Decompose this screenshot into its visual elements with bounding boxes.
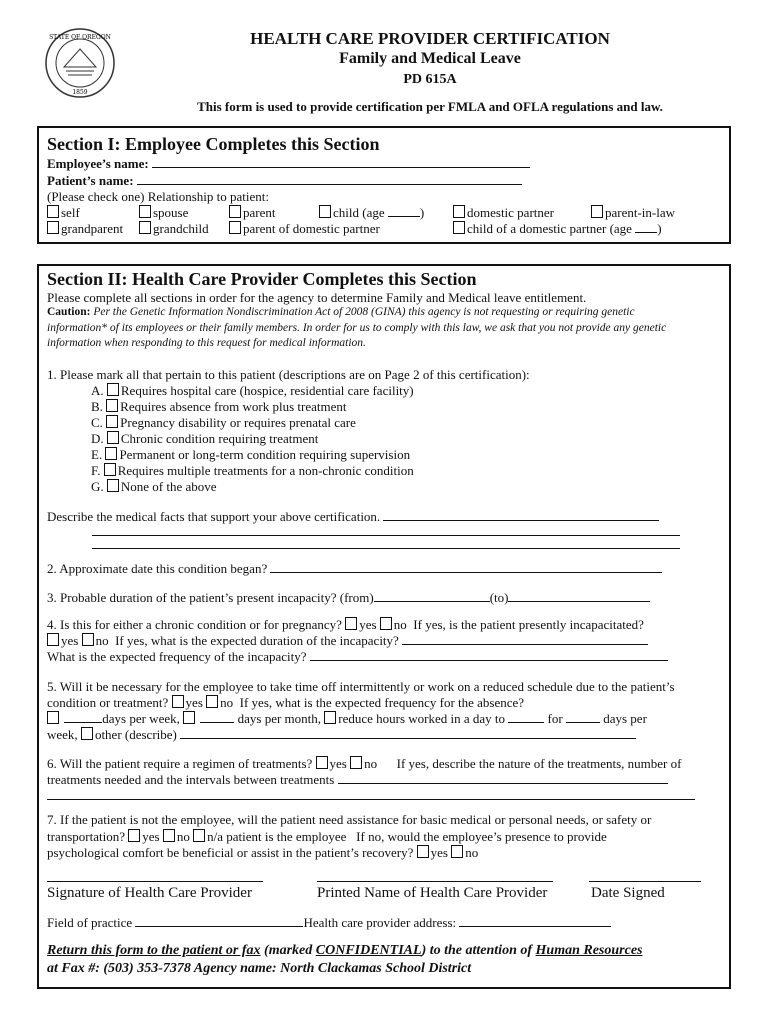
q5-yes-checkbox[interactable] [172,695,184,708]
incapacity-frequency-field[interactable] [310,650,668,661]
duration-to-field[interactable] [508,591,650,602]
q7-no-checkbox[interactable] [163,829,175,842]
form-number: PD 615A [403,72,457,87]
q1-letter-c: C. [91,415,103,430]
child-of-dp-checkbox[interactable] [453,221,465,234]
printed-name-caption: Printed Name of Health Care Provider [317,885,548,901]
child-of-dp-label: child of a domestic partner (age [467,221,632,236]
q1-d-label: Chronic condition requiring treatment [120,431,319,446]
return-instructions: Return this form to the patient or fax (marked CONFIDENTIAL) to the attention of Human Resources [47,943,643,958]
q4-yes-label: yes [359,617,377,632]
q5-other-field[interactable] [180,728,636,739]
question-7-transportation: transportation? [47,829,125,844]
employee-name-label: Employee’s name: [47,156,149,171]
child-of-dp-age-close: ) [657,221,662,236]
provider-address-field[interactable] [459,916,611,927]
svg-text:1859: 1859 [72,89,88,96]
condition-date-field[interactable] [270,562,662,573]
q1-e-label: Permanent or long-term condition requiring supervision [119,447,411,462]
q1-c-checkbox[interactable] [106,415,118,428]
q6-yes-checkbox[interactable] [316,756,328,769]
q1-f-label: Requires multiple treatments for a non-chronic condition [117,463,414,478]
parent-label: parent [243,205,276,220]
q5-days-week-checkbox[interactable] [47,711,59,724]
q1-letter-e: E. [91,447,103,462]
question-5-condition: condition or treatment? [47,695,169,710]
field-of-practice-field[interactable] [135,916,303,927]
q5-reduce-hours-field[interactable] [508,712,544,723]
parent-of-dp-checkbox[interactable] [229,221,241,234]
patient-name-field[interactable] [137,174,522,185]
q4-incap-yes-label: yes [61,633,79,648]
q5-reduce-checkbox[interactable] [324,711,336,724]
grandchild-label: grandchild [153,221,209,236]
relationship-prompt: (Please check one) Relationship to patient: [47,189,270,204]
question-4-duration: If yes, what is the expected duration of the incapacity? [115,633,399,648]
question-6: 6. Will the patient require a regimen of treatments? [47,756,313,771]
question-6-nature: If yes, describe the nature of the treatments, number of [396,756,682,771]
q1-e-checkbox[interactable] [105,447,117,460]
child-age-field[interactable] [388,206,420,217]
fax-agency-line: at Fax #: (503) 353-7378 Agency name: North Clackamas School District [47,961,472,976]
q5-days-month-field[interactable] [200,712,234,723]
form-subtitle: Family and Medical Leave [339,50,521,67]
caution-label: Caution: [47,306,91,318]
q5-days-per-label: days per [603,711,647,726]
q1-a-checkbox[interactable] [107,383,119,396]
q6-no-label: no [364,756,378,771]
provider-signature-field[interactable] [47,881,263,882]
printed-name-field[interactable] [317,881,553,882]
describe-label: Describe the medical facts that support your above certification. [47,509,381,524]
section-1 [37,126,731,244]
section-2-intro: Please complete all sections in order for the agency to determine Family and Medical leave entitlement. [47,290,587,305]
question-7-comfort: psychological comfort be beneficial or assist in the patient’s recovery? [47,845,414,860]
section-2-heading: Section II: Health Care Provider Completes this Section [47,269,477,289]
employee-name-field[interactable] [152,157,530,168]
q4-yes-checkbox[interactable] [345,617,357,630]
q4-no-label: no [393,617,407,632]
q6-no-checkbox[interactable] [350,756,362,769]
child-age-close: ) [419,205,425,220]
q7-comfort-yes-checkbox[interactable] [417,845,429,858]
q6-treatments-field-2[interactable] [47,799,695,800]
domestic-partner-label: domestic partner [467,205,554,220]
q5-days-week-field[interactable] [64,712,102,723]
q7-na-checkbox[interactable] [193,829,205,842]
q7-comfort-no-checkbox[interactable] [451,845,463,858]
q1-c-label: Pregnancy disability or requires prenatal care [120,415,356,430]
q5-days-week-label: days per week, [102,711,180,726]
q1-g-checkbox[interactable] [107,479,119,492]
section-2 [37,264,731,989]
question-1: 1. Please mark all that pertain to this patient (descriptions are on Page 2 of this certification): [47,367,530,382]
date-signed-field[interactable] [589,881,701,882]
q7-na-label: n/a patient is the employee [207,829,347,844]
spouse-checkbox[interactable] [139,205,151,218]
q4-incap-no-checkbox[interactable] [82,633,94,646]
question-4-incapacitated: If yes, is the patient presently incapacitated? [413,617,644,632]
q1-letter-g: G. [91,479,104,494]
q5-other-checkbox[interactable] [81,727,93,740]
q7-no-label: no [176,829,190,844]
grandparent-label: grandparent [61,221,124,236]
q5-for-label: for [547,711,563,726]
q4-no-checkbox[interactable] [380,617,392,630]
q5-days-month-checkbox[interactable] [183,711,195,724]
q1-b-checkbox[interactable] [106,399,118,412]
self-label: self [61,205,80,220]
patient-name-label: Patient’s name: [47,173,134,188]
q1-letter-a: A. [91,383,104,398]
spouse-label: spouse [153,205,189,220]
question-4-frequency: What is the expected frequency of the incapacity? [47,649,307,664]
q1-g-label: None of the above [120,479,217,494]
q5-for-days-field[interactable] [566,712,600,723]
provider-address-label: Health care provider address: [303,915,457,930]
field-of-practice-label: Field of practice [47,915,133,930]
q5-no-checkbox[interactable] [206,695,218,708]
parent-checkbox[interactable] [229,205,241,218]
q5-no-label: no [220,695,234,710]
q5-days-month-label: days per month, [237,711,322,726]
q5-reduce-label: reduce hours worked in a day to [338,711,506,726]
question-7: 7. If the patient is not the employee, will the patient need assistance for basic medical or personal needs, or safety or [47,812,652,827]
grandchild-checkbox[interactable] [139,221,151,234]
child-checkbox[interactable] [319,205,331,218]
question-7-presence: If no, would the employee’s presence to provide [356,829,607,844]
caution-line-3: information when responding to this request for medical information. [47,337,366,349]
q7-yes-checkbox[interactable] [128,829,140,842]
question-5-frequency: If yes, what is the expected frequency for the absence? [239,695,525,710]
q4-incap-no-label: no [95,633,109,648]
q5-yes-label: yes [185,695,203,710]
q1-letter-b: B. [91,399,103,414]
caution-line-2: information* of its employees or their family members. In order for us to comply with this law, we ask that you not provide any genetic [47,322,667,334]
caution-line-1: Per the Genetic Information Nondiscrimination Act of 2008 (GINA) this agency is not requesting or requiring genetic [93,306,635,318]
section-1-heading: Section I: Employee Completes this Section [47,134,380,154]
q4-incap-yes-checkbox[interactable] [47,633,59,646]
incapacity-duration-field[interactable] [402,634,648,645]
question-4: 4. Is this for either a chronic condition or for pregnancy? [47,617,342,632]
child-label: child (age [333,205,385,220]
q1-f-checkbox[interactable] [104,463,116,476]
q6-treatments-field-1[interactable] [338,773,668,784]
form-title: HEALTH CARE PROVIDER CERTIFICATION [250,29,610,48]
q6-yes-label: yes [329,756,347,771]
q5-week-label: week, [47,727,78,742]
describe-field-2[interactable] [92,535,680,536]
q7-comfort-yes-label: yes [430,845,448,860]
question-3-to: (to) [489,590,509,605]
q1-letter-d: D. [91,431,104,446]
q7-yes-label: yes [142,829,160,844]
duration-from-field[interactable] [374,591,490,602]
svg-text:STATE OF OREGON: STATE OF OREGON [49,34,111,41]
child-of-dp-age-field[interactable] [635,222,657,233]
q1-a-label: Requires hospital care (hospice, residential care facility) [120,383,414,398]
q1-b-label: Requires absence from work plus treatment [120,399,347,414]
question-5: 5. Will it be necessary for the employee to take time off intermittently or work on a reduced schedule due to the patient’s [47,679,675,694]
date-signed-caption: Date Signed [591,885,665,901]
question-2: 2. Approximate date this condition began? [47,561,268,576]
q7-comfort-no-label: no [465,845,479,860]
parent-of-dp-label: parent of domestic partner [243,221,380,236]
grandparent-checkbox[interactable] [47,221,59,234]
question-3: 3. Probable duration of the patient’s present incapacity? (from) [47,590,374,605]
form-purpose: This form is used to provide certification per FMLA and OFLA regulations and law. [197,99,663,114]
self-checkbox[interactable] [47,205,59,218]
parent-in-law-checkbox[interactable] [591,205,603,218]
describe-field-1[interactable] [383,510,659,521]
signature-caption: Signature of Health Care Provider [47,885,252,901]
q5-other-label: other (describe) [94,727,177,742]
domestic-partner-checkbox[interactable] [453,205,465,218]
q1-d-checkbox[interactable] [107,431,119,444]
parent-in-law-label: parent-in-law [605,205,676,220]
question-6-intervals: treatments needed and the intervals between treatments [47,772,335,787]
describe-field-3[interactable] [92,548,680,549]
q1-letter-f: F. [91,463,101,478]
